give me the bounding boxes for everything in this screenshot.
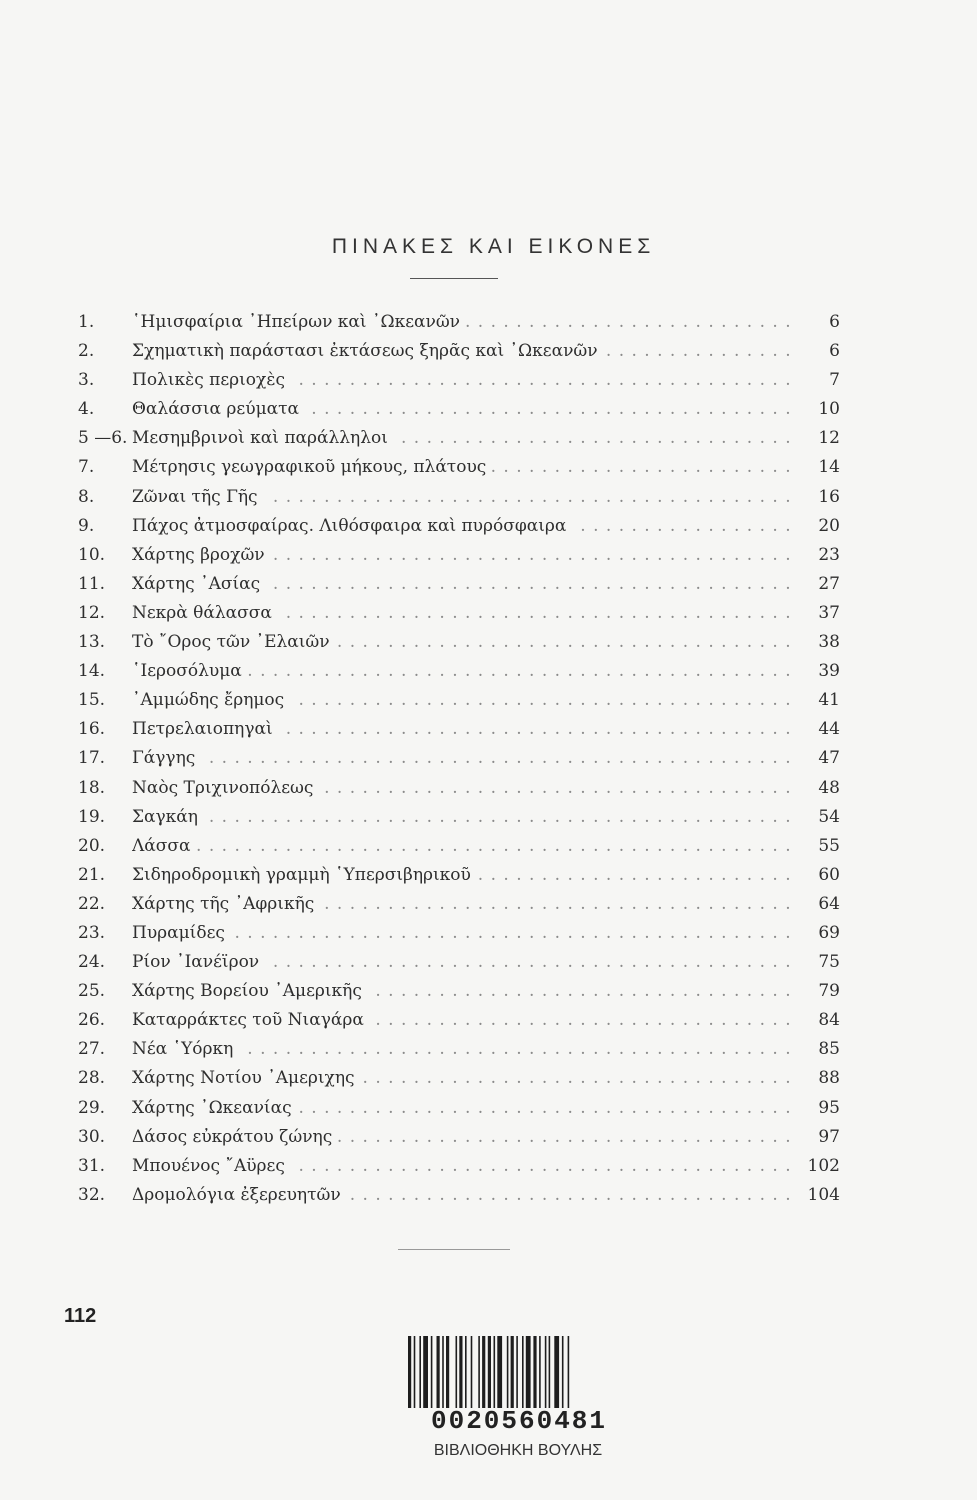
barcode-bar	[423, 1336, 428, 1408]
toc-entry-number: 15.	[78, 690, 106, 711]
toc-entry-number: 20.	[78, 835, 106, 856]
toc-entry-label-wrap	[132, 541, 794, 570]
toc-entry-label: ῾Ημισφαίρια ᾿Ηπείρων καὶ ᾿Ωκεανῶν	[132, 312, 466, 332]
toc-entry-label-wrap	[132, 686, 794, 715]
toc-entry-label: Νέα ῾Υόρκη	[132, 1039, 239, 1059]
toc-entry	[78, 861, 848, 890]
library-stamp	[398, 1336, 638, 1470]
barcode-bar	[408, 1336, 411, 1408]
toc-entry	[78, 919, 848, 948]
toc-entry-label-wrap	[132, 657, 794, 686]
toc-entry	[78, 977, 848, 1006]
toc-entry-page: 14	[818, 457, 840, 478]
toc-entry-label: Χάρτης ᾿Ασίας	[132, 574, 266, 594]
toc-entry-label-wrap	[132, 512, 794, 541]
toc-entry-label: Καταρράκτες τοῦ Νιαγάρα	[132, 1010, 370, 1030]
toc-entry	[78, 628, 848, 657]
toc-entry	[78, 308, 848, 337]
toc-entry-label: Πάχος ἀτμοσφαίρας. Λιθόσφαιρα καὶ πυρόσφαιρα	[132, 516, 572, 536]
toc-entry	[78, 337, 848, 366]
toc-entry-label-wrap	[132, 715, 794, 744]
toc-entry-page: 97	[818, 1126, 840, 1147]
toc-entry-label-wrap	[132, 803, 794, 832]
toc-entry-number: 18.	[78, 777, 106, 798]
toc-entry-label-wrap	[132, 337, 794, 366]
barcode-image	[408, 1336, 630, 1408]
toc-entry	[78, 657, 848, 686]
barcode-bar	[507, 1336, 509, 1408]
toc-entry-label-wrap	[132, 1123, 794, 1152]
toc-entry-page: 64	[818, 893, 840, 914]
toc-entry-number: 25.	[78, 981, 106, 1002]
toc-entry-page: 102	[807, 1155, 840, 1176]
barcode-bar	[539, 1336, 541, 1408]
toc-entry-label-wrap	[132, 774, 794, 803]
toc-entry-number: 19.	[78, 806, 106, 827]
toc-entry-label-wrap	[132, 395, 794, 424]
toc-entry-number: 11.	[78, 573, 106, 594]
barcode-bar	[549, 1336, 551, 1408]
toc-entry-page: 16	[818, 486, 840, 507]
toc-entry-label: Νεκρὰ θάλασσα	[132, 603, 278, 623]
barcode-bar	[459, 1336, 462, 1408]
toc-entry-page: 7	[829, 370, 840, 391]
toc-entry-label-wrap	[132, 744, 794, 773]
toc-entry-label-wrap	[132, 308, 794, 337]
toc-entry	[78, 570, 848, 599]
toc-entry-number: 16.	[78, 719, 106, 740]
bottom-divider	[398, 1249, 510, 1250]
toc-entry	[78, 453, 848, 482]
toc-entry-page: 20	[818, 515, 840, 536]
toc-entry-page: 84	[818, 1010, 840, 1031]
toc-entry-number: 28.	[78, 1068, 106, 1089]
page-title: ΠΙΝΑΚΕΣ ΚΑΙ ΕΙΚΟΝΕΣ	[331, 235, 656, 258]
toc-entry-label: Χάρτης τῆς ᾿Αφρικῆς	[132, 894, 320, 914]
barcode-bar	[568, 1336, 570, 1408]
toc-entry	[78, 948, 848, 977]
toc-entry-number: 27.	[78, 1039, 106, 1060]
barcode-number: 0020560481	[430, 1406, 608, 1436]
toc-entry-label: Δάσος εὐκράτου ζώνης	[132, 1127, 338, 1147]
toc-entry-label-wrap	[132, 977, 794, 1006]
barcode-bar	[419, 1336, 421, 1408]
toc-entry-number: 30.	[78, 1126, 106, 1147]
toc-entry	[78, 395, 848, 424]
toc-entry-page: 79	[818, 981, 840, 1002]
toc-entry-label-wrap	[132, 483, 794, 512]
toc-entry-label: Ζῶναι τῆς Γῆς	[132, 487, 264, 507]
barcode-bar	[497, 1336, 502, 1408]
toc-entry-page: 69	[818, 922, 840, 943]
toc-entry-page: 95	[818, 1097, 840, 1118]
barcode-bar	[511, 1336, 514, 1408]
toc-entry-label: Πυραμίδες	[132, 923, 231, 943]
toc-entry-page: 41	[818, 690, 840, 711]
toc-entry-number: 5 —6.	[78, 428, 128, 449]
toc-entry-page: 6	[829, 341, 840, 362]
toc-entry-number: 14.	[78, 661, 106, 682]
toc-entry-number: 2.	[78, 341, 95, 362]
toc-entry	[78, 366, 848, 395]
toc-entry-number: 1.	[78, 312, 95, 332]
toc-entry-label: Μεσημβρινοὶ καὶ παράλληλοι	[132, 428, 394, 448]
toc-entry-number: 7.	[78, 457, 95, 478]
toc-entry-number: 3.	[78, 370, 95, 391]
table-of-figures	[78, 308, 848, 1210]
toc-entry	[78, 890, 848, 919]
toc-entry-label-wrap	[132, 1181, 794, 1210]
toc-entry	[78, 599, 848, 628]
toc-entry-label: Ρίον ᾿Ιανέϊρον	[132, 952, 265, 972]
toc-entry-label: Μπουένος ῎Αϋρες	[132, 1156, 291, 1176]
toc-entry	[78, 803, 848, 832]
barcode-bar	[465, 1336, 467, 1408]
toc-entry-label: Χάρτης ᾿Ωκεανίας	[132, 1098, 298, 1118]
toc-entry-label-wrap	[132, 453, 794, 482]
toc-entry-number: 26.	[78, 1010, 106, 1031]
barcode-bar	[522, 1336, 524, 1408]
toc-entry-page: 47	[818, 748, 840, 769]
toc-entry	[78, 744, 848, 773]
toc-entry-page: 12	[818, 428, 840, 449]
toc-entry-page: 54	[818, 806, 840, 827]
toc-entry	[78, 483, 848, 512]
toc-entry-page: 38	[818, 632, 840, 653]
toc-entry-label-wrap	[132, 1006, 794, 1035]
toc-entry-label: Ναὸς Τριχινοπόλεως	[132, 778, 319, 798]
barcode-bar	[545, 1336, 547, 1408]
toc-entry-label: Πετρελαιοπηγαὶ	[132, 719, 279, 739]
toc-entry-label-wrap	[132, 861, 794, 890]
toc-entry-label: Τὸ ῎Ορος τῶν ᾿Ελαιῶν	[132, 632, 336, 652]
toc-entry-page: 75	[818, 952, 840, 973]
toc-entry	[78, 1094, 848, 1123]
toc-entry	[78, 424, 848, 453]
toc-entry-label: Γάγγης	[132, 748, 201, 768]
barcode-bar	[478, 1336, 480, 1408]
toc-entry	[78, 1123, 848, 1152]
toc-entry-number: 22.	[78, 893, 106, 914]
toc-entry-number: 24.	[78, 952, 106, 973]
toc-entry-label: Μέτρησις γεωγραφικοῦ μήκους, πλάτους	[132, 457, 492, 477]
toc-entry-number: 21.	[78, 864, 106, 885]
toc-entry-label-wrap	[132, 832, 794, 861]
toc-entry-label: Σιδηροδρομικὴ γραμμὴ ῾Υπερσιβηρικοῦ	[132, 865, 477, 885]
toc-entry-label: Θαλάσσια ρεύματα	[132, 399, 305, 419]
barcode-bar	[533, 1336, 536, 1408]
toc-entry	[78, 1006, 848, 1035]
toc-entry-page: 104	[807, 1184, 840, 1205]
barcode-bar	[516, 1336, 518, 1408]
library-name: ΒΙΒΛΙΟΘΗΚΗ ΒΟΥΛΗΣ	[433, 1442, 603, 1459]
toc-entry	[78, 1064, 848, 1093]
toc-entry-page: 37	[818, 602, 840, 623]
toc-entry-label-wrap	[132, 890, 794, 919]
barcode-bar	[446, 1336, 449, 1408]
toc-entry-label-wrap	[132, 919, 794, 948]
toc-entry-label: Χάρτης βροχῶν	[132, 545, 271, 565]
toc-entry-page: 60	[818, 864, 840, 885]
barcode-bar	[526, 1336, 531, 1408]
barcode-bar	[488, 1336, 491, 1408]
toc-entry-label: Πολικὲς περιοχὲς	[132, 370, 291, 390]
toc-entry-number: 32.	[78, 1184, 106, 1205]
toc-entry-label: Χάρτης Νοτίου ᾿Αμεριχης	[132, 1068, 361, 1088]
toc-entry	[78, 715, 848, 744]
toc-entry-page: 23	[818, 544, 840, 565]
toc-entry-number: 10.	[78, 544, 106, 565]
toc-entry-page: 10	[818, 399, 840, 420]
title-divider	[410, 278, 498, 279]
toc-entry-number: 17.	[78, 748, 106, 769]
toc-entry	[78, 686, 848, 715]
barcode-bar	[482, 1336, 485, 1408]
toc-entry	[78, 541, 848, 570]
toc-entry	[78, 1152, 848, 1181]
toc-entry-label-wrap	[132, 599, 794, 628]
toc-entry-label: Χάρτης Βορείου ᾿Αμερικῆς	[132, 981, 368, 1001]
toc-entry-label: Σαγκάη	[132, 807, 204, 827]
toc-entry-label-wrap	[132, 366, 794, 395]
toc-entry	[78, 1181, 848, 1210]
toc-entry-label-wrap	[132, 570, 794, 599]
toc-entry-label-wrap	[132, 948, 794, 977]
toc-entry-label: Λάσσα	[132, 836, 196, 856]
toc-entry-label-wrap	[132, 1152, 794, 1181]
toc-entry-label-wrap	[132, 628, 794, 657]
toc-entry-label-wrap	[132, 1035, 794, 1064]
toc-entry	[78, 512, 848, 541]
toc-entry-number: 29.	[78, 1097, 106, 1118]
toc-entry-label: ῾Ιεροσόλυμα	[132, 661, 248, 681]
barcode-bar	[414, 1336, 416, 1408]
toc-entry	[78, 1035, 848, 1064]
toc-entry-page: 39	[818, 661, 840, 682]
toc-entry-page: 88	[818, 1068, 840, 1089]
toc-entry	[78, 774, 848, 803]
toc-entry-page: 27	[818, 573, 840, 594]
toc-entry-number: 8.	[78, 486, 95, 507]
toc-entry-label-wrap	[132, 1064, 794, 1093]
toc-entry-number: 23.	[78, 922, 106, 943]
toc-entry-page: 44	[818, 719, 840, 740]
toc-entry-page: 6	[829, 312, 840, 332]
barcode-bar	[456, 1336, 458, 1408]
toc-entry-label-wrap	[132, 1094, 794, 1123]
toc-entry	[78, 832, 848, 861]
barcode-bar	[494, 1336, 496, 1408]
toc-entry-number: 12.	[78, 602, 106, 623]
toc-entry-label-wrap	[132, 424, 794, 453]
toc-entry-label: Δρομολόγια ἐξερευητῶν	[132, 1185, 347, 1205]
toc-entry-number: 4.	[78, 399, 95, 420]
toc-entry-page: 85	[818, 1039, 840, 1060]
toc-entry-page: 48	[818, 777, 840, 798]
toc-entry-page: 55	[818, 835, 840, 856]
barcode-bar	[437, 1336, 440, 1408]
toc-entry-label: Σχηματικὴ παράστασι ἐκτάσεως ξηρᾶς καὶ ᾿Ωκεανῶν	[132, 341, 604, 361]
barcode-bar	[554, 1336, 559, 1408]
barcode-bar	[442, 1336, 444, 1408]
page-number: 112	[64, 1305, 97, 1327]
toc-entry-number: 9.	[78, 515, 95, 536]
barcode-bar	[471, 1336, 473, 1408]
barcode-bar	[431, 1336, 433, 1408]
toc-entry-number: 31.	[78, 1155, 106, 1176]
toc-entry-number: 13.	[78, 632, 106, 653]
toc-entry-label: ᾿Αμμώδης ἔρημος	[132, 690, 290, 710]
barcode-bar	[562, 1336, 564, 1408]
